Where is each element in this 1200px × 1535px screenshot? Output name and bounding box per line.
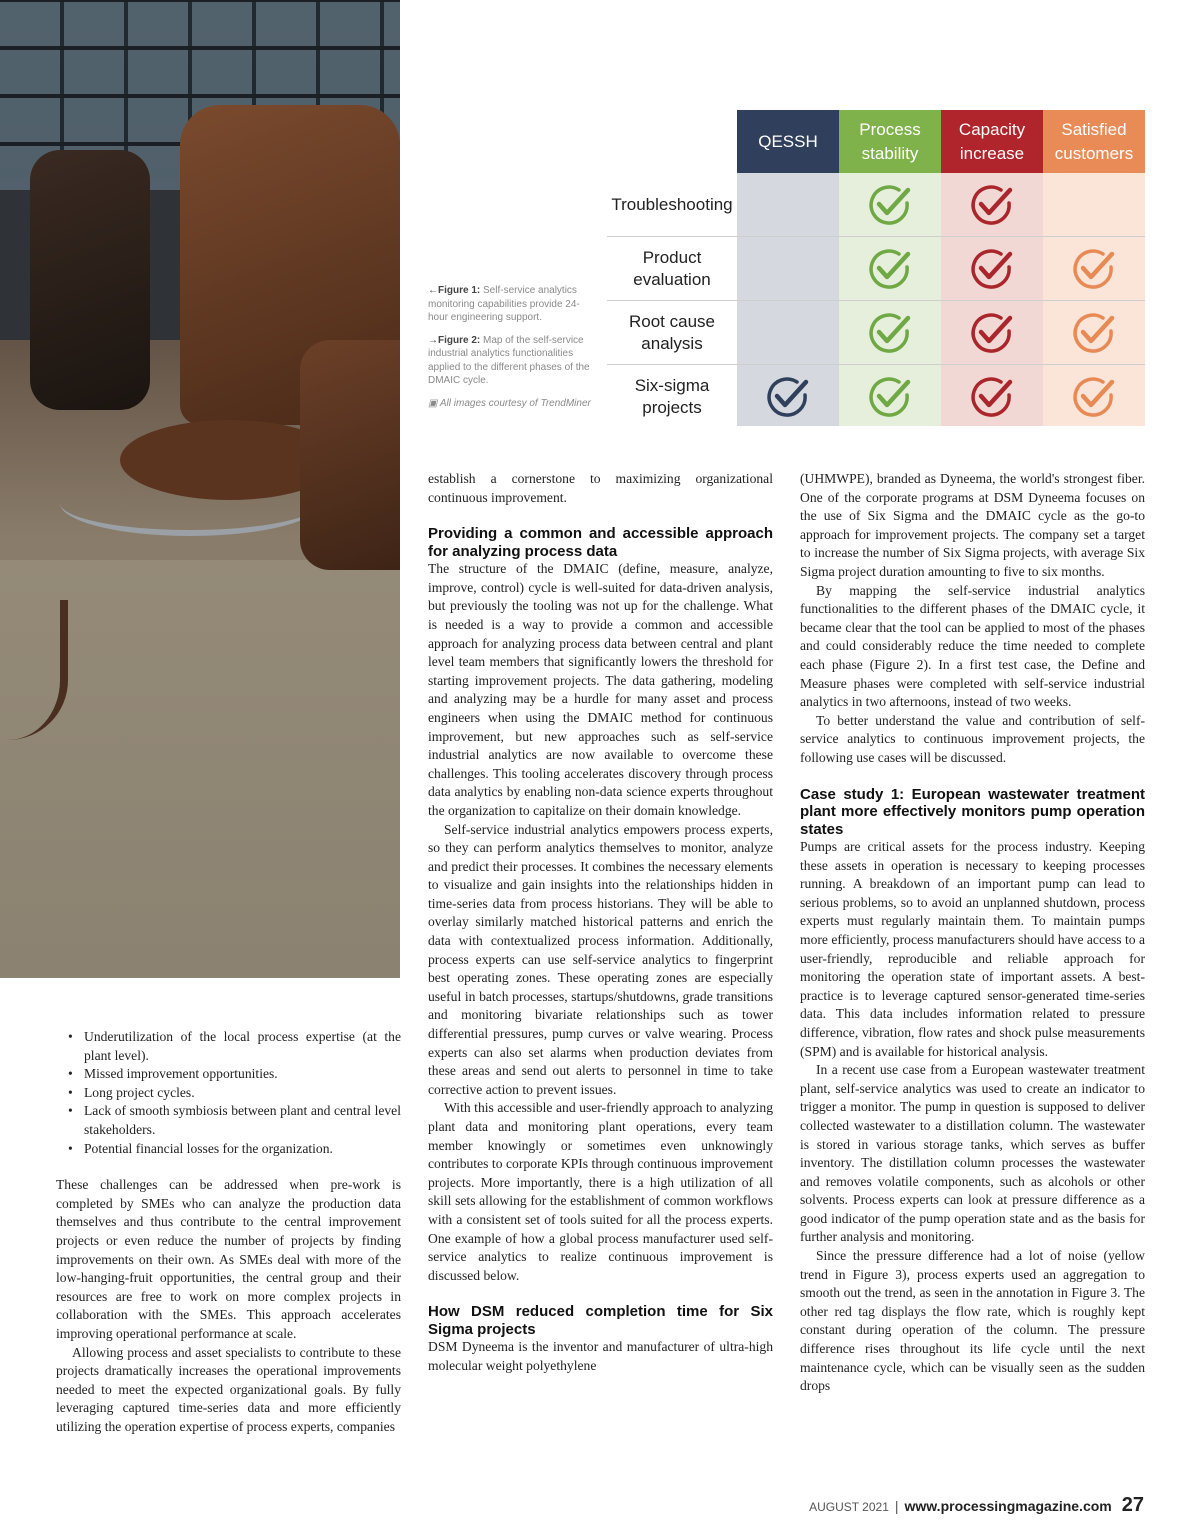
check-circle-icon [839,365,939,428]
section-heading: Providing a common and accessible approach for analyzing process data [428,525,773,560]
paragraph: These challenges can be addressed when pre-work is completed by SMEs who can analyze the production data themselves and thus contribute to the central improvement projects or even reduce the number of projects by finding improvements on their own. As SMEs deal with more of the low-hanging-fruit opportunities, the central group and their resources are free to work on more complex projects in collaboration with the SMEs. This approach accelerates improving operational performance at scale. [56,1177,401,1341]
dmaic-matrix [607,110,1145,426]
issue-date: AUGUST 2021 [809,1500,889,1514]
left-column [56,1028,401,1436]
paragraph: Self-service industrial analytics empowers process experts, so they can perform analytics themselves to monitor, analyze and predict their processes. It combines the necessary elements to visualize and gain insights into the relationships hidden in time-series data from process historians. They will be able to overlay similarly matched historical patterns and enrich the data with contextualized process information. Additionally, process experts can use self-service analytics to fingerprint best operating zones. These operating zones are especially useful in batch processes, startups/shutdowns, grade transitions and monitoring bivariate relationships such as tower differential pressures, pump curves or valve wearing. Process experts can also set alarms when production deviates from these areas and send out alerts to personnel in time to take corrective action to prevent issues. [428,821,773,1097]
paragraph: DSM Dyneema is the inventor and manufacturer of ultra-high molecular weight polyethylene [428,1339,773,1373]
figure-2-caption: →Figure 2: Map of the self-service industrial analytics functionalities applied to the different phases of the DMAIC cycle. [428,334,590,386]
arrow-left-icon: ← [428,285,438,296]
bullet-item: • Missed improvement opportunities. [84,1065,401,1084]
check-circle-icon [941,301,1041,364]
right-column [800,470,1145,1396]
chair-back-dark [30,150,150,410]
control-room-photo [0,0,400,978]
paragraph: In a recent use case from a European wastewater treatment plant, self-service analytics was used to create an indicator to trigger a monitor. The pump in question is supposed to deliver collected wastewater to a distillation column. The wastewater is stored in various storage tanks, which serves as buffer inventory. The distillation column processes the wastewater and removes volatile components, such as alcohols or other solvents. Process experts can look at pressure difference as a good indicator of the pump operation state and as the basis for further analysis and monitoring. [800,1062,1145,1245]
matrix-row-label: Root cause analysis [629,311,715,353]
paragraph: (UHMWPE), branded as Dyneema, the world's strongest fiber. One of the corporate programs at DSM Dyneema focuses on the use of Six Sigma and the DMAIC cycle as the go-to approach for improvement projects. The company set a target to increase the number of Six Sigma projects, with average Six Sigma project duration amounting to five to six months. [800,471,1145,579]
paragraph: The structure of the DMAIC (define, measure, analyze, improve, control) cycle is well-suited for data-driven analysis, but previously the tooling was not up for the challenge. What is needed is a way to provide a common and accessible approach for analyzing process data between central and plant level team members that significantly lowers the threshold for starting improvement projects. The data gathering, modeling and analyzing may be a hurdle for many asset and process engineers when using the DMAIC method for continuous improvement, but new approaches such as self-service industrial analytics are now available to overcome these challenges. This tooling accelerates discovery through process data analytics by enabling non-data science experts throughout the organization to capitalize on their domain knowledge. [428,561,773,818]
bullet-item: • Lack of smooth symbiosis between plant and central level stakeholders. [84,1102,401,1139]
section-heading: How DSM reduced completion time for Six Sigma projects [428,1303,773,1338]
paragraph: establish a cornerstone to maximizing organizational continuous improvement. [428,471,773,505]
check-circle-icon [839,301,939,364]
check-circle-icon [941,365,1041,428]
arrow-right-icon: → [428,334,438,346]
footer-separator: | [894,1498,899,1514]
paragraph: Allowing process and asset specialists to contribute to these projects dramatically increases the operational improvements needed to meet the expected organizational goals. By fully leveraging captured time-series data and more efficiently utilizing the operation expertise of process experts, companies [56,1344,401,1434]
paragraph: Pumps are critical assets for the process industry. Keeping these assets in operation is necessary to keeping processes running. A breakdown of an important pump can lead to serious problems, so to avoid an unplanned shutdown, process experts must regularly maintain them. To maintain pumps more efficiently, process manufacturers should have access to a user-friendly, reproducible and reliable approach for monitoring the operation state of important assets. A best-practice is to leverage captured sensor-generated time-series data. This data includes information related to pressure difference, vibration, flow rates and shock pulse measurements (SPM) and is available for historical analysis. [800,839,1145,1059]
check-circle-icon [737,365,837,428]
page-number: 27 [1121,1494,1144,1516]
matrix-column-header: Satisfied customers [1043,110,1145,173]
matrix-row-label: Six-sigma projects [634,375,710,417]
bullet-item: • Long project cycles. [84,1084,401,1103]
check-circle-icon [1043,301,1143,364]
check-circle-icon [1043,237,1143,300]
bullet-item: • Underutilization of the local process expertise (at the plant level). [84,1028,401,1065]
matrix-column-header: QESSH [737,110,839,173]
matrix-row-label: Troubleshooting [611,194,733,214]
bullet-item: • Potential financial losses for the organization. [84,1140,401,1159]
paragraph: To better understand the value and contribution of self-service analytics to continuous improvement projects, the following use cases will be discussed. [800,712,1145,765]
figure-1-caption: ←Figure 1: Self-service analytics monitoring capabilities provide 24-hour engineering support. [428,285,580,323]
paragraph: Since the pressure difference had a lot of noise (yellow trend in Figure 3), process experts used an aggregation to smooth out the trend, as seen in the annotation in Figure 3. The other red tag displays the flow rate, which is roughly kept constant during operation of the column. The pressure difference rises throughout its life cycle until the next maintenance cycle, which can be visually seen as the sudden drops [800,1248,1145,1394]
paragraph: By mapping the self-service industrial analytics functionalities to the different phases of the DMAIC cycle, it became clear that the tool can be applied to most of the phases and could considerably reduce the time needed to complete each phase (Figure 2). In a first test case, the Define and Measure phases were completed with self-service industrial analytics in two afternoons, instead of two weeks. [800,582,1145,710]
page-footer [809,1494,1144,1517]
check-circle-icon [941,237,1041,300]
challenges-list [56,1028,401,1158]
section-heading: Case study 1: European wastewater treatment plant more effectively monitors pump operation states [800,785,1145,838]
check-circle-icon [839,237,939,300]
matrix-column-header: Process stability [839,110,941,173]
website-link[interactable]: www.processingmagazine.com [904,1498,1112,1514]
matrix-column-header: Capacity increase [941,110,1043,173]
middle-column [428,470,773,1376]
matrix-row-label: Product evaluation [633,247,711,289]
chair-right [300,340,400,570]
image-credit: ▣ All images courtesy of TrendMiner [428,397,591,409]
chair-base [60,470,320,536]
check-circle-icon [1043,365,1143,428]
camera-icon: ▣ [428,397,438,409]
paragraph: With this accessible and user-friendly approach to analyzing plant data and monitoring plant operations, every team member knowingly or sometimes even unknowingly contributes to corporate KPIs through continuous improvement projects. More importantly, there is a high utilization of all skill sets allowing for the establishment of common workflows with a consistent set of tools suited for all the process experts. One example of how a global process manufacturer used self-service analytics to realize continuous improvement is discussed below. [428,1100,773,1283]
check-circle-icon [839,173,939,236]
check-circle-icon [941,173,1041,236]
figure-captions [428,284,593,419]
